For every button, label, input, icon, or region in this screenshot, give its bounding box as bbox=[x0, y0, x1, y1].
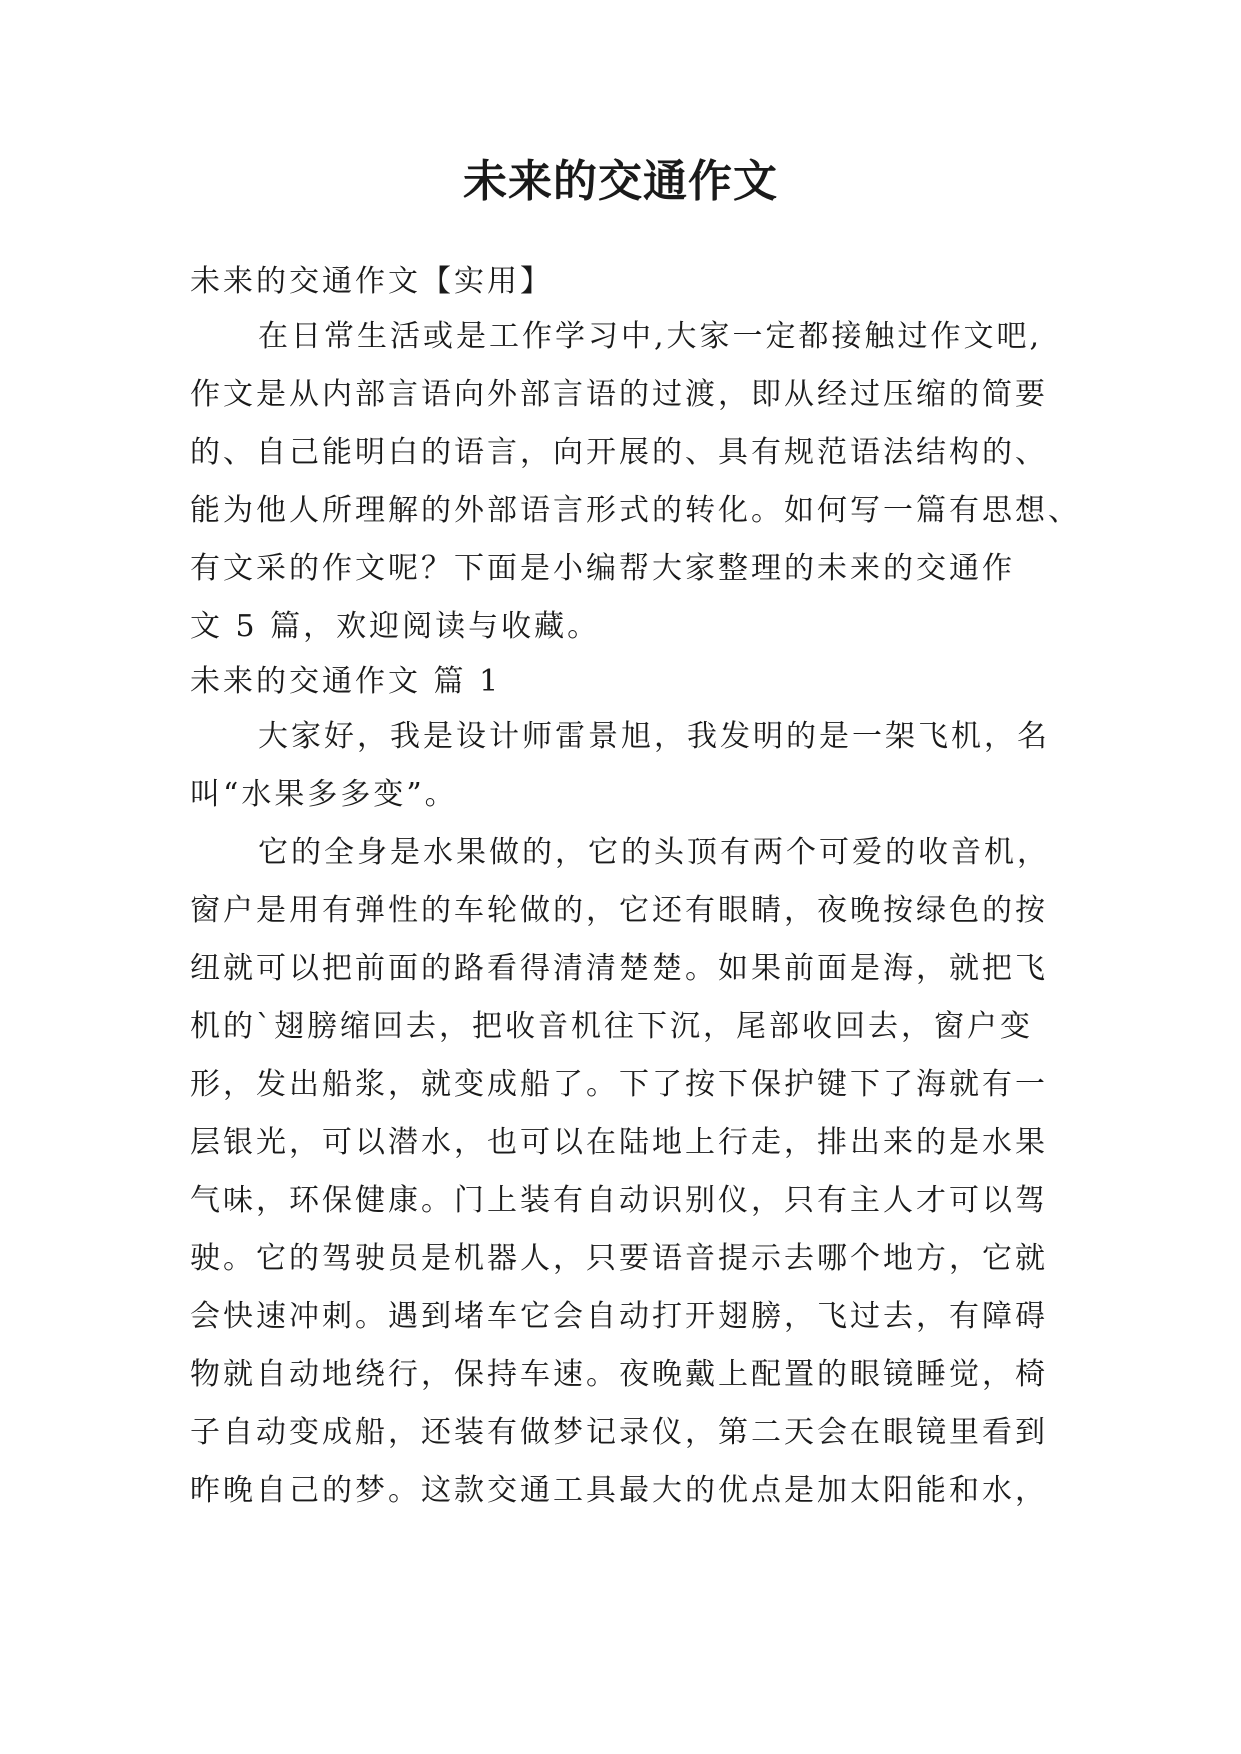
paragraph-2 bbox=[190, 824, 1070, 1520]
intro-paragraph bbox=[190, 308, 1081, 656]
paragraph-line: 驶。它的驾驶员是机器人，只要语音提示去哪个地方，它就 bbox=[190, 1241, 1048, 1276]
paragraph-line: 子自动变成船，还装有做梦记录仪，第二天会在眼镜里看到 bbox=[190, 1415, 1048, 1450]
paragraph-line: 形，发出船浆，就变成船了。下了按下保护键下了海就有一 bbox=[190, 1067, 1048, 1102]
paragraph-line: 层银光，可以潜水，也可以在陆地上行走，排出来的是水果 bbox=[190, 1125, 1048, 1160]
paragraph-1 bbox=[190, 708, 1070, 824]
paragraph-line: 有文采的作文呢？下面是小编帮大家整理的未来的交通作 bbox=[190, 551, 1015, 586]
section-heading: 未来的交通作文 篇 1 bbox=[190, 664, 502, 699]
paragraph-line: 能为他人所理解的外部语言形式的转化。如何写一篇有思想、 bbox=[190, 493, 1081, 528]
paragraph-line: 的、自己能明白的语言，向开展的、具有规范语法结构的、 bbox=[190, 435, 1048, 470]
document-title: 未来的交通作文 bbox=[463, 156, 778, 207]
paragraph-line: 昨晚自己的梦。这款交通工具最大的优点是加太阳能和水， bbox=[190, 1473, 1048, 1508]
document-subtitle: 未来的交通作文【实用】 bbox=[190, 264, 553, 299]
paragraph-line: 会快速冲刺。遇到堵车它会自动打开翅膀，飞过去，有障碍 bbox=[190, 1299, 1048, 1334]
paragraph-line: 叫“水果多多变”。 bbox=[190, 777, 458, 812]
paragraph-line: 机的`翅膀缩回去，把收音机往下沉，尾部收回去，窗户变 bbox=[190, 1009, 1033, 1044]
paragraph-line: 气味，环保健康。门上装有自动识别仪，只有主人才可以驾 bbox=[190, 1183, 1048, 1218]
paragraph-line: 大家好，我是设计师雷景旭，我发明的是一架飞机，名 bbox=[258, 719, 1050, 754]
paragraph-line: 纽就可以把前面的路看得清清楚楚。如果前面是海，就把飞 bbox=[190, 951, 1048, 986]
paragraph-line: 作文是从内部言语向外部言语的过渡，即从经过压缩的简要 bbox=[190, 377, 1048, 412]
paragraph-line: 文 5 篇，欢迎阅读与收藏。 bbox=[190, 609, 601, 644]
paragraph-line: 物就自动地绕行，保持车速。夜晚戴上配置的眼镜睡觉，椅 bbox=[190, 1357, 1048, 1392]
paragraph-line: 它的全身是水果做的，它的头顶有两个可爱的收音机， bbox=[258, 835, 1050, 870]
paragraph-line: 在日常生活或是工作学习中,大家一定都接触过作文吧, bbox=[258, 319, 1043, 354]
paragraph-line: 窗户是用有弹性的车轮做的，它还有眼睛，夜晚按绿色的按 bbox=[190, 893, 1048, 928]
document-body bbox=[190, 256, 1081, 1520]
